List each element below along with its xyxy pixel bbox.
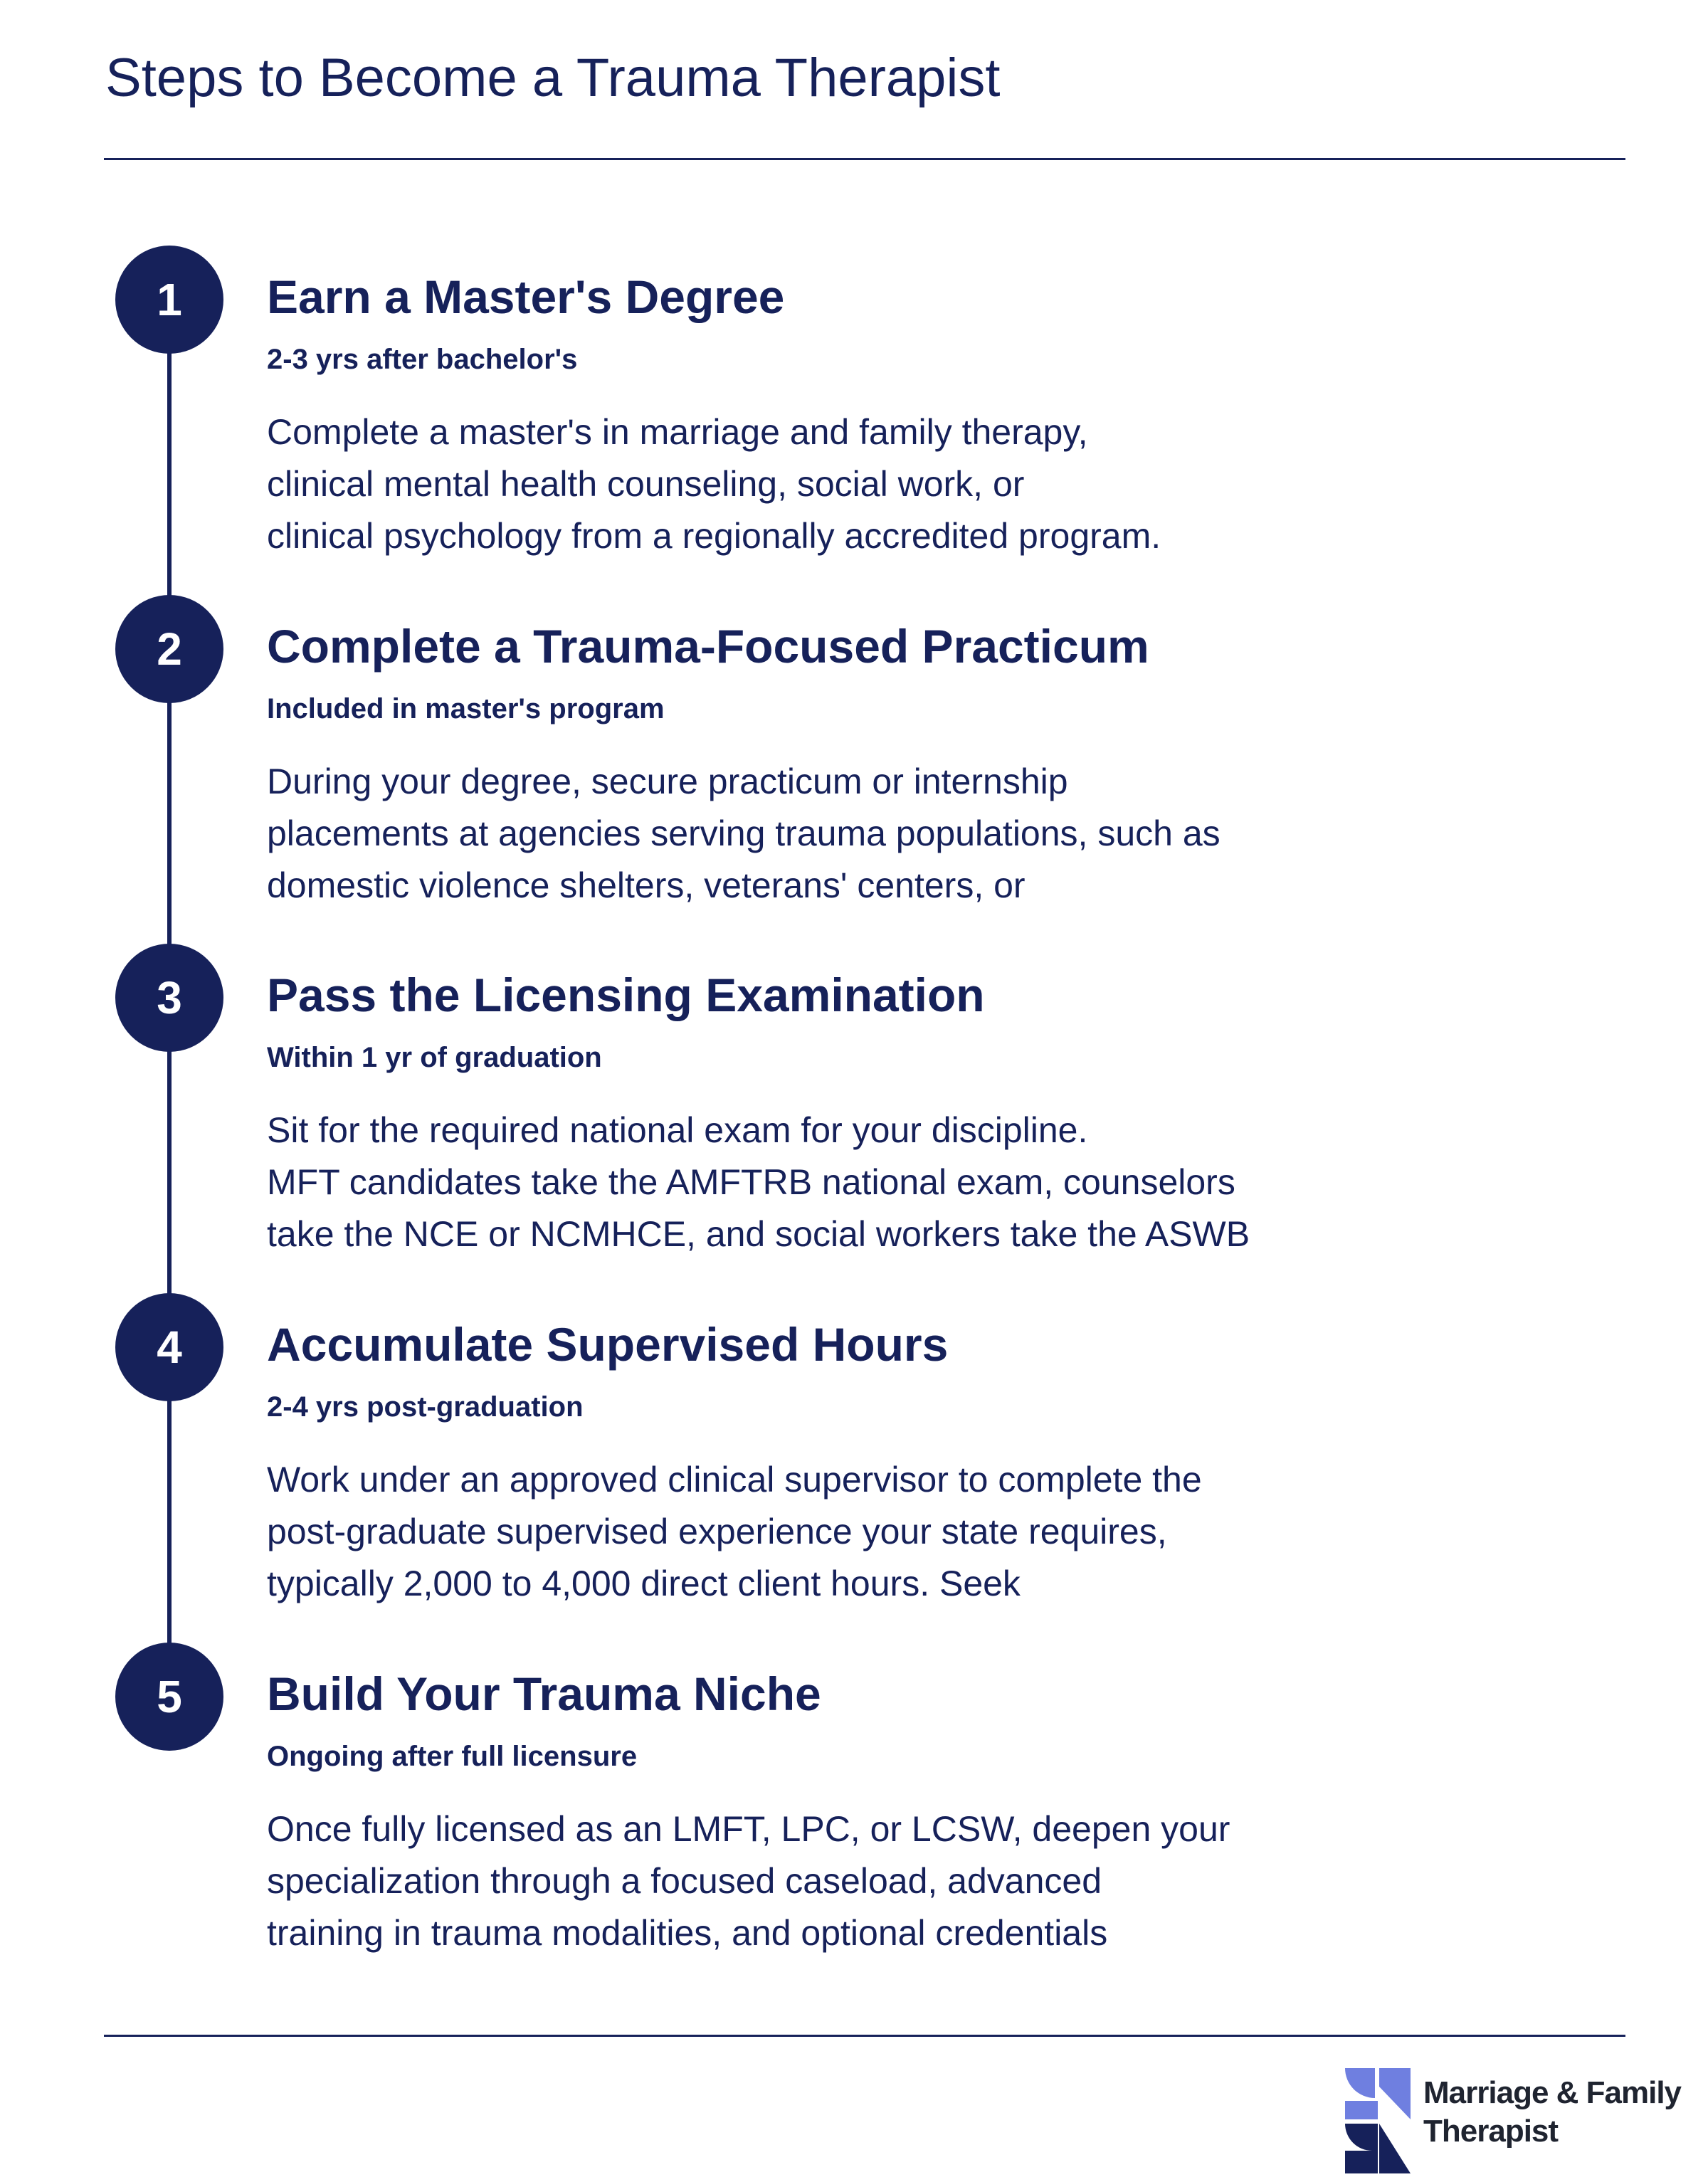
bottom-divider bbox=[104, 2035, 1625, 2037]
brand-name bbox=[1423, 2074, 1681, 2151]
step-description-line: Sit for the required national exam for your discipline. bbox=[267, 1110, 1088, 1150]
step-description-line: Complete a master's in marriage and family therapy, bbox=[267, 412, 1088, 452]
step-description-line: take the NCE or NCMHCE, and social workers take the ASWB bbox=[267, 1214, 1250, 1254]
step-description-line: post-graduate supervised experience your state requires, bbox=[267, 1512, 1167, 1551]
step-description-line: MFT candidates take the AMFTRB national exam, counselors bbox=[267, 1162, 1235, 1202]
step-duration: Within 1 yr of graduation bbox=[267, 1042, 602, 1073]
brand-logo bbox=[1345, 2068, 1682, 2182]
step-description-line: During your degree, secure practicum or internship bbox=[267, 761, 1068, 801]
page-title: Steps to Become a Trauma Therapist bbox=[105, 48, 1001, 108]
step-number-badge: 3 bbox=[115, 944, 223, 1052]
step-number-badge: 4 bbox=[115, 1293, 223, 1401]
step-description bbox=[267, 1105, 1619, 1260]
step-duration: 2-3 yrs after bachelor's bbox=[267, 344, 578, 375]
step-description bbox=[267, 406, 1619, 562]
step-description-line: training in trauma modalities, and optional credentials bbox=[267, 1913, 1108, 1953]
step-description-line: placements at agencies serving trauma populations, such as bbox=[267, 813, 1221, 853]
step-duration: Ongoing after full licensure bbox=[267, 1741, 638, 1772]
step-description-line: clinical mental health counseling, social work, or bbox=[267, 464, 1025, 504]
mft-logo-icon bbox=[1345, 2068, 1411, 2173]
step-description-line: domestic violence shelters, veterans' centers, or bbox=[267, 865, 1026, 905]
step-number-badge: 1 bbox=[115, 246, 223, 354]
step-description bbox=[267, 756, 1619, 912]
top-divider bbox=[104, 158, 1625, 160]
step-description-line: Once fully licensed as an LMFT, LPC, or LCSW, deepen your bbox=[267, 1809, 1230, 1849]
step-description-line: Work under an approved clinical supervisor to complete the bbox=[267, 1460, 1202, 1500]
step-number-badge: 5 bbox=[115, 1643, 223, 1751]
step-description-line: clinical psychology from a regionally accredited program. bbox=[267, 516, 1161, 556]
step-description-line: typically 2,000 to 4,000 direct client hours. Seek bbox=[267, 1564, 1021, 1603]
brand-name-line-2: Therapist bbox=[1423, 2114, 1559, 2149]
step-description-line: specialization through a focused caseload, advanced bbox=[267, 1861, 1102, 1901]
step-duration: 2-4 yrs post-graduation bbox=[267, 1391, 584, 1423]
step-duration: Included in master's program bbox=[267, 693, 665, 724]
step-number-badge: 2 bbox=[115, 595, 223, 703]
step-title: Pass the Licensing Examination bbox=[267, 969, 985, 1021]
step-title: Accumulate Supervised Hours bbox=[267, 1318, 949, 1371]
step-title: Build Your Trauma Niche bbox=[267, 1667, 821, 1720]
step-description bbox=[267, 1803, 1619, 1959]
brand-name-line-1: Marriage & Family bbox=[1423, 2075, 1682, 2110]
step-title: Complete a Trauma-Focused Practicum bbox=[267, 620, 1149, 673]
step-title: Earn a Master's Degree bbox=[267, 270, 785, 323]
step-description bbox=[267, 1454, 1619, 1610]
